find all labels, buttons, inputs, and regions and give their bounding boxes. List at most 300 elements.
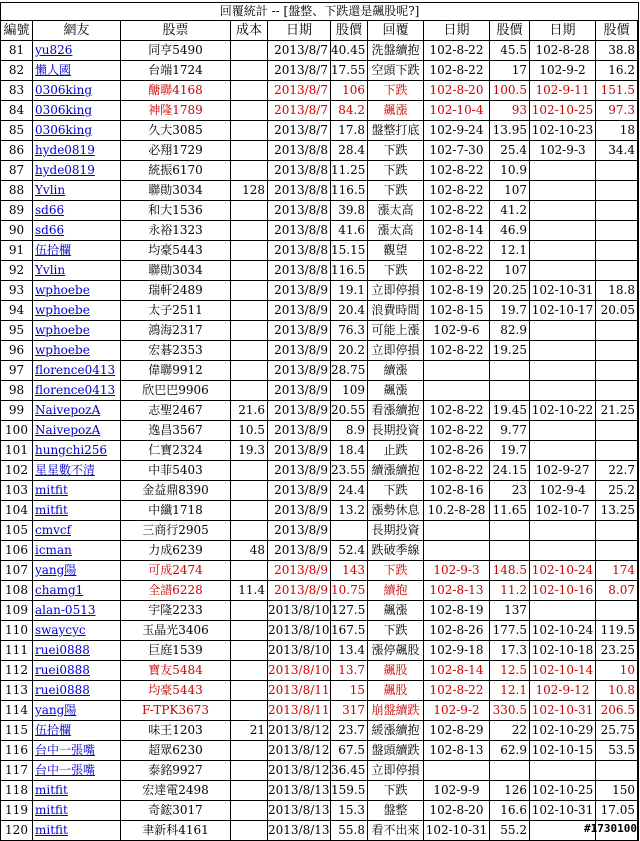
- table-row: [1, 61, 639, 81]
- table-row: [1, 701, 639, 721]
- cell-track-date: 102-10-25: [530, 781, 596, 801]
- cell-user-link[interactable]: florence0413: [33, 361, 121, 381]
- cell-track-price: [596, 601, 638, 621]
- cell-reply-date: 102-8-22: [424, 201, 490, 221]
- cell-track-price: 23.25: [596, 641, 638, 661]
- cell-user-link[interactable]: wphoebe: [33, 301, 121, 321]
- cell-track-price: [596, 261, 638, 281]
- cell-user-link[interactable]: hungchi256: [33, 441, 121, 461]
- cell-track-date: [530, 541, 596, 561]
- cell-user-link[interactable]: mitfit: [33, 821, 121, 841]
- cell-reply-date: 102-8-13: [424, 581, 490, 601]
- cell-track-price: 25.75: [596, 721, 638, 741]
- cell-cost: 11.4: [231, 581, 268, 601]
- cell-date: 2013/8/8: [268, 161, 331, 181]
- cell-user-link[interactable]: ruei0888: [33, 661, 121, 681]
- table-row: [1, 581, 639, 601]
- column-header: 股價: [490, 21, 530, 41]
- cell-reply-price: [490, 541, 530, 561]
- cell-date: 2013/8/9: [268, 381, 331, 401]
- cell-no: 109: [1, 601, 33, 621]
- cell-user-link[interactable]: hyde0819: [33, 141, 121, 161]
- cell-no: 120: [1, 821, 33, 841]
- table-row: [1, 761, 639, 781]
- cell-reply-date: 102-8-20: [424, 81, 490, 101]
- cell-user-link[interactable]: sd66: [33, 201, 121, 221]
- cell-cost: [231, 261, 268, 281]
- cell-user-link[interactable]: 0306king: [33, 101, 121, 121]
- cell-reply-date: 102-8-22: [424, 681, 490, 701]
- cell-reply: 飆漲: [368, 601, 424, 621]
- column-header: [638, 21, 639, 41]
- cell-date: 2013/8/12: [268, 741, 331, 761]
- cell-reply: 下跌: [368, 141, 424, 161]
- cell-reply-price: [490, 381, 530, 401]
- cell-track-date: [530, 241, 596, 261]
- cell-track: [638, 501, 639, 521]
- cell-track-price: 20.05: [596, 301, 638, 321]
- cell-cost: [231, 161, 268, 181]
- cell-reply-date: 102-8-22: [424, 421, 490, 441]
- cell-reply-date: 102-8-22: [424, 241, 490, 261]
- cell-track-date: [530, 341, 596, 361]
- cell-track: [638, 141, 639, 161]
- cell-cost: 10.5: [231, 421, 268, 441]
- table-row: [1, 601, 639, 621]
- cell-reply: 續漲: [368, 361, 424, 381]
- cell-reply-date: 102-8-29: [424, 721, 490, 741]
- cell-stock: 中菲5403: [121, 461, 231, 481]
- cell-price: 52.4: [331, 541, 368, 561]
- cell-track-date: 102-10-31: [530, 281, 596, 301]
- cell-reply: 緩漲續抱: [368, 721, 424, 741]
- cell-stock: 太子2511: [121, 301, 231, 321]
- cell-track-date: 102-10-22: [530, 401, 596, 421]
- cell-track-price: [596, 181, 638, 201]
- cell-user-link[interactable]: mitfit: [33, 481, 121, 501]
- cell-cost: [231, 741, 268, 761]
- cell-date: 2013/8/9: [268, 401, 331, 421]
- column-header: 網友: [33, 21, 121, 41]
- cell-track: [638, 821, 639, 841]
- cell-track-date: [530, 161, 596, 181]
- cell-no: 91: [1, 241, 33, 261]
- cell-reply-price: 19.7: [490, 441, 530, 461]
- cell-no: 106: [1, 541, 33, 561]
- cell-date: 2013/8/9: [268, 281, 331, 301]
- cell-reply-price: 24.15: [490, 461, 530, 481]
- cell-stock: 玉晶光3406: [121, 621, 231, 641]
- cell-reply: 立即停損: [368, 281, 424, 301]
- cell-date: 2013/8/9: [268, 361, 331, 381]
- table-row: [1, 161, 639, 181]
- cell-date: 2013/8/9: [268, 321, 331, 341]
- cell-track: [638, 721, 639, 741]
- cell-stock: 偉聯9912: [121, 361, 231, 381]
- cell-track-date: [530, 321, 596, 341]
- cell-no: 99: [1, 401, 33, 421]
- cell-user-link[interactable]: 伍拾欄: [33, 721, 121, 741]
- cell-price: 20.55: [331, 401, 368, 421]
- cell-reply-price: 55.2: [490, 821, 530, 841]
- cell-no: 100: [1, 421, 33, 441]
- cell-cost: [231, 361, 268, 381]
- table-row: [1, 641, 639, 661]
- cell-reply: 空頭下跌: [368, 61, 424, 81]
- cell-reply: 飆漲: [368, 381, 424, 401]
- cell-user-link[interactable]: ruei0888: [33, 641, 121, 661]
- cell-reply: 長期投資: [368, 521, 424, 541]
- cell-stock: 力成6239: [121, 541, 231, 561]
- cell-user-link[interactable]: mitfit: [33, 801, 121, 821]
- cell-cost: [231, 41, 268, 61]
- cell-user-link[interactable]: Yvlin: [33, 261, 121, 281]
- cell-track-date: 102-9-11: [530, 81, 596, 101]
- cell-track-date: [530, 421, 596, 441]
- cell-reply-date: 102-7-30: [424, 141, 490, 161]
- cell-user-link[interactable]: cmvcf: [33, 521, 121, 541]
- cell-track: [638, 361, 639, 381]
- cell-stock: 宏碁2353: [121, 341, 231, 361]
- cell-user-link[interactable]: NaivepozA: [33, 401, 121, 421]
- cell-track: [638, 301, 639, 321]
- cell-cost: [231, 681, 268, 701]
- cell-no: 113: [1, 681, 33, 701]
- column-header: 股價: [596, 21, 638, 41]
- cell-reply: 下跌: [368, 261, 424, 281]
- cell-price: 55.8: [331, 821, 368, 841]
- cell-price: 36.45: [331, 761, 368, 781]
- cell-user-link[interactable]: Yvlin: [33, 181, 121, 201]
- cell-stock: 聯勛3034: [121, 261, 231, 281]
- column-header: 成本: [231, 21, 268, 41]
- cell-cost: [231, 61, 268, 81]
- table-row: [1, 141, 639, 161]
- column-header: 回覆: [368, 21, 424, 41]
- cell-user-link[interactable]: yang陽: [33, 561, 121, 581]
- cell-reply-price: 46.9: [490, 221, 530, 241]
- table-row: [1, 781, 639, 801]
- cell-track-date: [530, 441, 596, 461]
- cell-reply-price: 100.5: [490, 81, 530, 101]
- cell-price: 28.75: [331, 361, 368, 381]
- cell-user-link[interactable]: 台中一張嘴: [33, 741, 121, 761]
- cell-reply: 漲勢休息: [368, 501, 424, 521]
- cell-no: 110: [1, 621, 33, 641]
- cell-no: 112: [1, 661, 33, 681]
- cell-user-link[interactable]: hyde0819: [33, 161, 121, 181]
- cell-reply: 漲停飆股: [368, 641, 424, 661]
- cell-reply-price: 82.9: [490, 321, 530, 341]
- cell-date: 2013/8/9: [268, 581, 331, 601]
- cell-track-price: [596, 221, 638, 241]
- cell-reply-date: 102-8-22: [424, 41, 490, 61]
- cell-track: [638, 701, 639, 721]
- cell-no: 93: [1, 281, 33, 301]
- cell-track-price: [596, 541, 638, 561]
- cell-cost: [231, 241, 268, 261]
- table-row: [1, 661, 639, 681]
- cell-price: 17.55: [331, 61, 368, 81]
- cell-no: 102: [1, 461, 33, 481]
- cell-date: 2013/8/9: [268, 521, 331, 541]
- cell-reply-date: 10.2-8-28: [424, 501, 490, 521]
- cell-track: [638, 41, 639, 61]
- cell-no: 86: [1, 141, 33, 161]
- cell-date: 2013/8/13: [268, 821, 331, 841]
- cell-no: 119: [1, 801, 33, 821]
- column-header: 股票: [121, 21, 231, 41]
- stats-table: [0, 2, 639, 841]
- cell-reply: 立即停損: [368, 341, 424, 361]
- cell-reply: 下跌: [368, 181, 424, 201]
- cell-reply: 下跌: [368, 561, 424, 581]
- cell-track-price: 38.8: [596, 41, 638, 61]
- cell-stock: 超眾6230: [121, 741, 231, 761]
- cell-track-price: [596, 381, 638, 401]
- cell-stock: 同亨5490: [121, 41, 231, 61]
- cell-track: [638, 341, 639, 361]
- cell-reply-price: 137: [490, 601, 530, 621]
- cell-user-link[interactable]: mitfit: [33, 781, 121, 801]
- cell-reply-date: 102-8-22: [424, 341, 490, 361]
- cell-user-link[interactable]: 伍拾欄: [33, 241, 121, 261]
- cell-user-link[interactable]: yu826: [33, 41, 121, 61]
- cell-reply-date: 102-9-2: [424, 701, 490, 721]
- table-row: [1, 521, 639, 541]
- cell-reply-price: 107: [490, 181, 530, 201]
- cell-reply-date: 102-8-22: [424, 181, 490, 201]
- cell-track-date: [530, 201, 596, 221]
- cell-cost: [231, 301, 268, 321]
- cell-reply: 下跌: [368, 781, 424, 801]
- cell-no: 97: [1, 361, 33, 381]
- cell-user-link[interactable]: 0306king: [33, 81, 121, 101]
- table-row: [1, 421, 639, 441]
- cell-date: 2013/8/7: [268, 101, 331, 121]
- cell-reply: 飆漲: [368, 101, 424, 121]
- cell-track-date: 102-9-27: [530, 461, 596, 481]
- cell-date: 2013/8/10: [268, 621, 331, 641]
- cell-user-link[interactable]: yang陽: [33, 701, 121, 721]
- cell-reply: 長期投資: [368, 421, 424, 441]
- cell-reply-price: 25.4: [490, 141, 530, 161]
- cell-no: 108: [1, 581, 33, 601]
- cell-reply-price: 17.3: [490, 641, 530, 661]
- cell-stock: F-TPK3673: [121, 701, 231, 721]
- cell-track: [638, 421, 639, 441]
- cell-cost: [231, 281, 268, 301]
- cell-user-link[interactable]: florence0413: [33, 381, 121, 401]
- cell-track-date: 102-9-3: [530, 141, 596, 161]
- cell-track-price: 18.8: [596, 281, 638, 301]
- cell-no: 104: [1, 501, 33, 521]
- cell-stock: 逸昌3567: [121, 421, 231, 441]
- table-row: [1, 821, 639, 841]
- cell-track-date: 102-9-4: [530, 481, 596, 501]
- table-row: [1, 461, 639, 481]
- cell-user-link[interactable]: wphoebe: [33, 321, 121, 341]
- table-row: [1, 541, 639, 561]
- cell-track: [638, 521, 639, 541]
- cell-reply-date: 102-9-24: [424, 121, 490, 141]
- cell-price: 317: [331, 701, 368, 721]
- cell-cost: [231, 821, 268, 841]
- cell-user-link[interactable]: wphoebe: [33, 281, 121, 301]
- cell-stock: 永裕1323: [121, 221, 231, 241]
- cell-reply: 盤頭續跌: [368, 741, 424, 761]
- cell-track-date: [530, 381, 596, 401]
- cell-reply-price: 19.25: [490, 341, 530, 361]
- cell-reply-date: 102-8-22: [424, 401, 490, 421]
- cell-user-link[interactable]: alan-0513: [33, 601, 121, 621]
- cell-reply-date: 102-8-14: [424, 661, 490, 681]
- cell-no: 115: [1, 721, 33, 741]
- cell-user-link[interactable]: NaivepozA: [33, 421, 121, 441]
- cell-cost: [231, 101, 268, 121]
- cell-stock: 巨庭1539: [121, 641, 231, 661]
- cell-cost: [231, 501, 268, 521]
- cell-reply: 看漲續抱: [368, 401, 424, 421]
- table-row: [1, 181, 639, 201]
- cell-price: 24.4: [331, 481, 368, 501]
- cell-no: 84: [1, 101, 33, 121]
- column-header: 日期: [424, 21, 490, 41]
- table-row: [1, 481, 639, 501]
- cell-no: 103: [1, 481, 33, 501]
- cell-user-link[interactable]: sd66: [33, 221, 121, 241]
- cell-cost: [231, 221, 268, 241]
- cell-stock: 均豪5443: [121, 681, 231, 701]
- cell-reply-date: [424, 381, 490, 401]
- cell-reply: 盤整打底: [368, 121, 424, 141]
- cell-reply-price: 12.1: [490, 681, 530, 701]
- cell-user-link[interactable]: 懶人國: [33, 61, 121, 81]
- cell-reply-date: 102-9-6: [424, 321, 490, 341]
- cell-user-link[interactable]: 星星數不清: [33, 461, 121, 481]
- cell-track: [638, 221, 639, 241]
- cell-price: 116.5: [331, 261, 368, 281]
- cell-no: 116: [1, 741, 33, 761]
- cell-user-link[interactable]: icman: [33, 541, 121, 561]
- cell-no: 111: [1, 641, 33, 661]
- cell-stock: 必翔1729: [121, 141, 231, 161]
- table-row: [1, 561, 639, 581]
- cell-price: 13.2: [331, 501, 368, 521]
- table-title: 回覆統計 -- [盤整、下跌還是飆股呢?]: [1, 3, 639, 21]
- table-row: [1, 41, 639, 61]
- cell-cost: 48: [231, 541, 268, 561]
- cell-user-link[interactable]: ruei0888: [33, 681, 121, 701]
- table-row: [1, 801, 639, 821]
- cell-price: 143: [331, 561, 368, 581]
- cell-user-link[interactable]: wphoebe: [33, 341, 121, 361]
- cell-reply-date: 102-8-26: [424, 441, 490, 461]
- cell-track-price: 8.07: [596, 581, 638, 601]
- cell-cost: [231, 781, 268, 801]
- cell-reply: 洗盤續抱: [368, 41, 424, 61]
- cell-no: 117: [1, 761, 33, 781]
- cell-reply-price: 12.5: [490, 661, 530, 681]
- cell-track-price: 97.3: [596, 101, 638, 121]
- cell-cost: [231, 81, 268, 101]
- cell-reply-date: 102-8-22: [424, 61, 490, 81]
- cell-date: 2013/8/13: [268, 801, 331, 821]
- table-row: [1, 501, 639, 521]
- cell-cost: [231, 521, 268, 541]
- cell-track-price: [596, 161, 638, 181]
- cell-date: 2013/8/13: [268, 781, 331, 801]
- cell-track: [638, 761, 639, 781]
- cell-date: 2013/8/12: [268, 761, 331, 781]
- cell-track-date: 102-8-28: [530, 41, 596, 61]
- cell-date: 2013/8/11: [268, 701, 331, 721]
- cell-date: 2013/8/11: [268, 681, 331, 701]
- cell-date: 2013/8/8: [268, 181, 331, 201]
- cell-stock: 奇鋐3017: [121, 801, 231, 821]
- cell-track: [638, 481, 639, 501]
- cell-reply-price: 19.45: [490, 401, 530, 421]
- cell-track-date: 102-10-31: [530, 801, 596, 821]
- cell-no: 107: [1, 561, 33, 581]
- cell-user-link[interactable]: chamg1: [33, 581, 121, 601]
- table-row: [1, 441, 639, 461]
- cell-date: 2013/8/10: [268, 601, 331, 621]
- cell-reply: 跌破季線: [368, 541, 424, 561]
- table-row: [1, 621, 639, 641]
- cell-stock: 中纖1718: [121, 501, 231, 521]
- cell-track-price: [596, 361, 638, 381]
- cell-track: [638, 401, 639, 421]
- cell-reply-date: 102-10-31: [424, 821, 490, 841]
- cell-track: [638, 201, 639, 221]
- cell-stock: 統振6170: [121, 161, 231, 181]
- cell-no: 90: [1, 221, 33, 241]
- cell-track: [638, 661, 639, 681]
- cell-no: 89: [1, 201, 33, 221]
- cell-track-date: [530, 181, 596, 201]
- cell-track-price: 13.25: [596, 501, 638, 521]
- cell-price: 18.4: [331, 441, 368, 461]
- table-row: [1, 121, 639, 141]
- cell-user-link[interactable]: 0306king: [33, 121, 121, 141]
- cell-reply: 飆股: [368, 661, 424, 681]
- cell-cost: [231, 381, 268, 401]
- cell-reply: 飆股: [368, 681, 424, 701]
- cell-user-link[interactable]: 台中一張嘴: [33, 761, 121, 781]
- cell-user-link[interactable]: mitfit: [33, 501, 121, 521]
- cell-reply-date: 102-8-20: [424, 801, 490, 821]
- cell-user-link[interactable]: swaycyc: [33, 621, 121, 641]
- cell-track-date: 102-10-7: [530, 501, 596, 521]
- table-row: [1, 381, 639, 401]
- cell-cost: [231, 141, 268, 161]
- cell-track: [638, 441, 639, 461]
- cell-price: 39.8: [331, 201, 368, 221]
- cell-no: 83: [1, 81, 33, 101]
- cell-track-date: 102-10-17: [530, 301, 596, 321]
- cell-track-date: 102-10-23: [530, 121, 596, 141]
- cell-price: 41.6: [331, 221, 368, 241]
- cell-reply-date: 102-8-22: [424, 161, 490, 181]
- cell-reply: 浪費時間: [368, 301, 424, 321]
- cell-track-date: [530, 361, 596, 381]
- cell-reply-date: [424, 361, 490, 381]
- column-header: 編號: [1, 21, 33, 41]
- cell-reply: 崩盤續跌: [368, 701, 424, 721]
- cell-track-price: 119.5: [596, 621, 638, 641]
- cell-reply-price: 22: [490, 721, 530, 741]
